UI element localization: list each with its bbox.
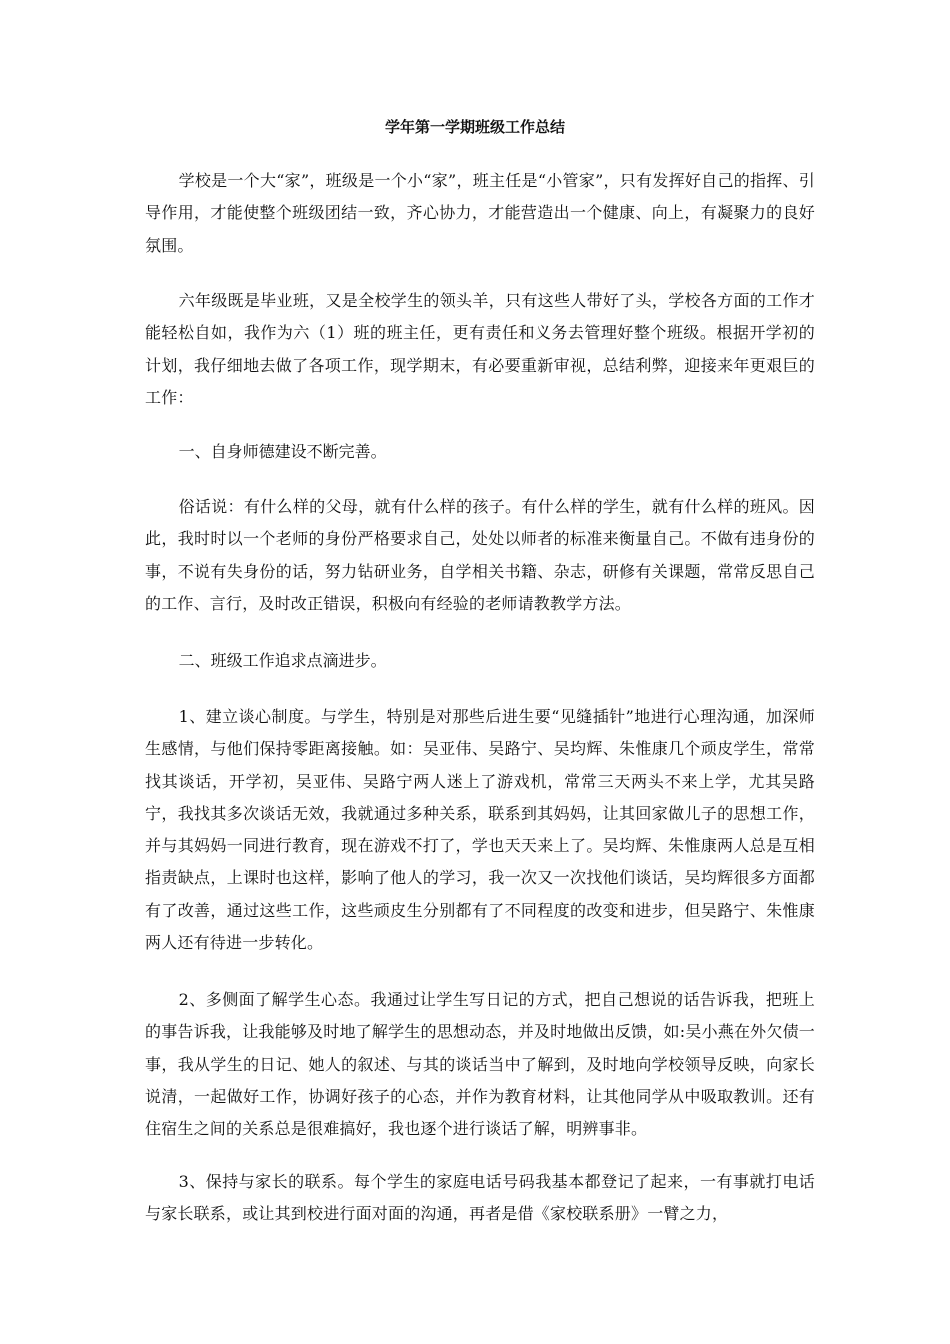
parent-contact-paragraph: 3、保持与家长的联系。每个学生的家庭电话号码我基本都登记了起来，一有事就打电话与家长联系，或让其到校进行面对面的沟通，再者是借《家校联系册》一臂之力，: [145, 1172, 815, 1224]
section-heading-2: 二、班级工作追求点滴进步。: [178, 651, 387, 670]
student-mindset-paragraph: 2、多侧面了解学生心态。我通过让学生写日记的方式，把自己想说的话告诉我，把班上的事告诉我，让我能够及时地了解学生的思想动态，并及时地做出反馈，如:吴小燕在外欠债一事，我从学生的日记、她人的叙述、与其的谈话当中了解到，及时地向学校领导反映，向家长说清，一起做好工作，协调好孩子的心态，并作为教育材料，让其他同学从中吸取教训。还有住宿生之间的关系总是很难搞好，我也逐个进行谈话了解，明辨事非。: [145, 990, 815, 1139]
intro-paragraph: 学校是一个大“家”，班级是一个小“家”，班主任是“小管家”，只有发挥好自己的指挥、引导作用，才能使整个班级团结一致，齐心协力，才能营造出一个健康、向上，有凝聚力的良好氛围。: [145, 171, 815, 255]
teacher-ethics-paragraph: 俗话说：有什么样的父母，就有什么样的孩子。有什么样的学生，就有什么样的班风。因此，我时时以一个老师的身份严格要求自己，处处以师者的标准来衡量自己。不做有违身份的事，不说有失身份的话，努力钻研业务，自学相关书籍、杂志，研修有关课题，常常反思自己的工作、言行，及时改正错误，积极向有经验的老师请教教学方法。: [145, 497, 815, 613]
talk-system-paragraph: 1、建立谈心制度。与学生，特别是对那些后进生要“见缝插针”地进行心理沟通，加深师生感情，与他们保持零距离接触。如：吴亚伟、吴路宁、吴均辉、朱惟康几个顽皮学生，常常找其谈话，开学初，吴亚伟、吴路宁两人迷上了游戏机，常常三天两头不来上学，尤其吴路宁，我找其多次谈话无效，我就通过多种关系，联系到其妈妈，让其回家做儿子的思想工作，并与其妈妈一同进行教育，现在游戏不打了，学也天天来上了。吴均辉、朱惟康两人总是互相指责缺点，上课时也这样，影响了他人的学习，我一次又一次找他们谈话，吴均辉很多方面都有了改善，通过这些工作，这些顽皮生分别都有了不同程度的改变和进步，但吴路宁、朱惟康两人还有待进一步转化。: [145, 707, 815, 953]
section-heading-1: 一、自身师德建设不断完善。: [178, 442, 387, 461]
background-paragraph: 六年级既是毕业班，又是全校学生的领头羊，只有这些人带好了头，学校各方面的工作才能轻松自如，我作为六（1）班的班主任，更有责任和义务去管理好整个班级。根据开学初的计划，我仔细地去做了各项工作，现学期末，有必要重新审视，总结利弊，迎接来年更艰巨的工作：: [145, 291, 815, 407]
document-title: 学年第一学期班级工作总结: [384, 118, 565, 136]
